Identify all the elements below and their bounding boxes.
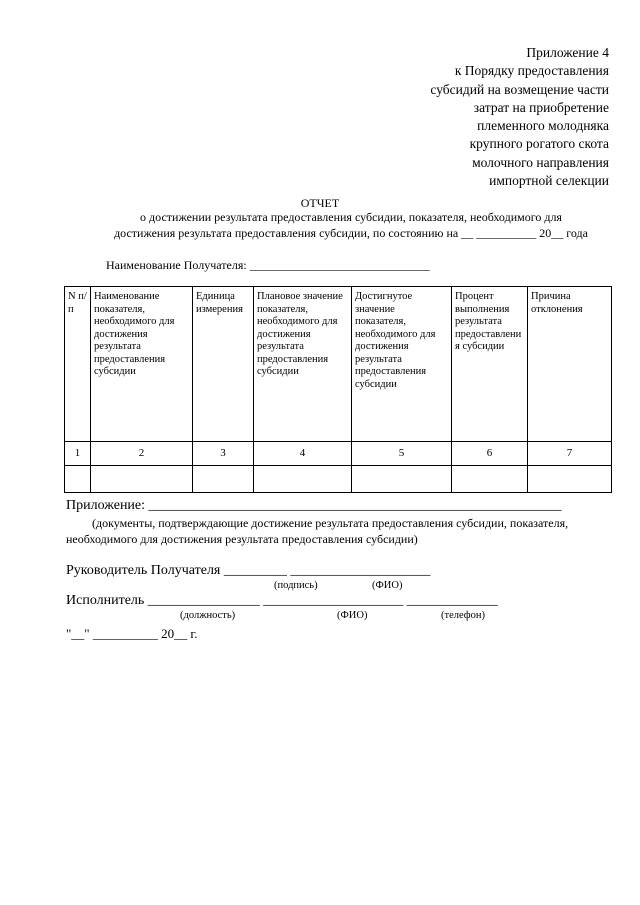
- header-cell-planned: Плановое значение показателя, необходимого для достижения результата предоставления субсидии: [254, 287, 352, 442]
- table-header-row: [65, 287, 612, 442]
- appendix-line: затрат на приобретение: [473, 99, 609, 115]
- head-signature-caption: (подпись): [274, 580, 318, 591]
- report-title: ОТЧЕТ: [300, 196, 340, 210]
- attachment-description: [66, 516, 611, 547]
- column-number: 3: [193, 442, 254, 466]
- executor-phone-caption: (телефон): [441, 610, 485, 621]
- attachment-docs-line-1: (документы, подтверждающие достижение результата предоставления субсидии, показателя,: [92, 516, 569, 530]
- empty-cell: [193, 466, 254, 493]
- header-cell-indicator: Наименование показателя, необходимого для достижения результата предоставления субсидии: [91, 287, 193, 442]
- header-cell-reason: Причина отклонения: [528, 287, 612, 442]
- column-number: 2: [91, 442, 193, 466]
- indicators-table: [64, 286, 612, 493]
- appendix-line: молочного направления: [472, 154, 609, 170]
- column-number: 1: [65, 442, 91, 466]
- empty-data-row: [65, 466, 612, 493]
- column-number: 6: [452, 442, 528, 466]
- empty-cell: [452, 466, 528, 493]
- header-cell-achieved: Достигнутое значение показателя, необходимого для достижения результата предоставления субсидии: [352, 287, 452, 442]
- appendix-line: Приложение 4: [526, 45, 609, 60]
- appendix-line: импортной селекции: [489, 173, 609, 189]
- appendix-line: крупного рогатого скота: [469, 136, 609, 152]
- appendix-line: субсидий на возмещение части: [430, 81, 609, 97]
- column-number-row: [65, 442, 612, 466]
- executor-fio-caption: (ФИО): [337, 610, 368, 621]
- appendix-header: [430, 44, 609, 190]
- subtitle-line-2: достижения результата предоставления субсидии, по состоянию на __ __________ 20__ года: [114, 225, 588, 240]
- column-number: 4: [254, 442, 352, 466]
- attachment-line: Приложение: ___________________________________________________________: [66, 498, 562, 513]
- executor-signature-line: Исполнитель ________________ ____________________ _____________: [66, 593, 498, 608]
- column-number: 5: [352, 442, 452, 466]
- header-cell-percent: Процент выполнения результата предоставления субсидии: [452, 287, 528, 442]
- empty-cell: [254, 466, 352, 493]
- empty-cell: [91, 466, 193, 493]
- attachment-docs-line-2: необходимого для достижения результата предоставления субсидии): [66, 531, 418, 546]
- appendix-line: к Порядку предоставления: [454, 63, 609, 79]
- empty-cell: [352, 466, 452, 493]
- recipient-name-line: Наименование Получателя: ______________________________: [106, 258, 430, 272]
- column-number: 7: [528, 442, 612, 466]
- header-cell-unit: Единица измерения: [193, 287, 254, 442]
- header-cell-number: N п/п: [65, 287, 91, 442]
- head-fio-caption: (ФИО): [372, 580, 403, 591]
- report-subtitle: [66, 210, 636, 241]
- appendix-line: племенного молодняка: [477, 118, 609, 134]
- head-signature-line: Руководитель Получателя _________ ____________________: [66, 563, 431, 578]
- empty-cell: [65, 466, 91, 493]
- date-line: "__" __________ 20__ г.: [66, 626, 198, 641]
- subtitle-line-1: о достижении результата предоставления субсидии, показателя, необходимого для: [140, 210, 562, 224]
- executor-position-caption: (должность): [180, 610, 236, 621]
- empty-cell: [528, 466, 612, 493]
